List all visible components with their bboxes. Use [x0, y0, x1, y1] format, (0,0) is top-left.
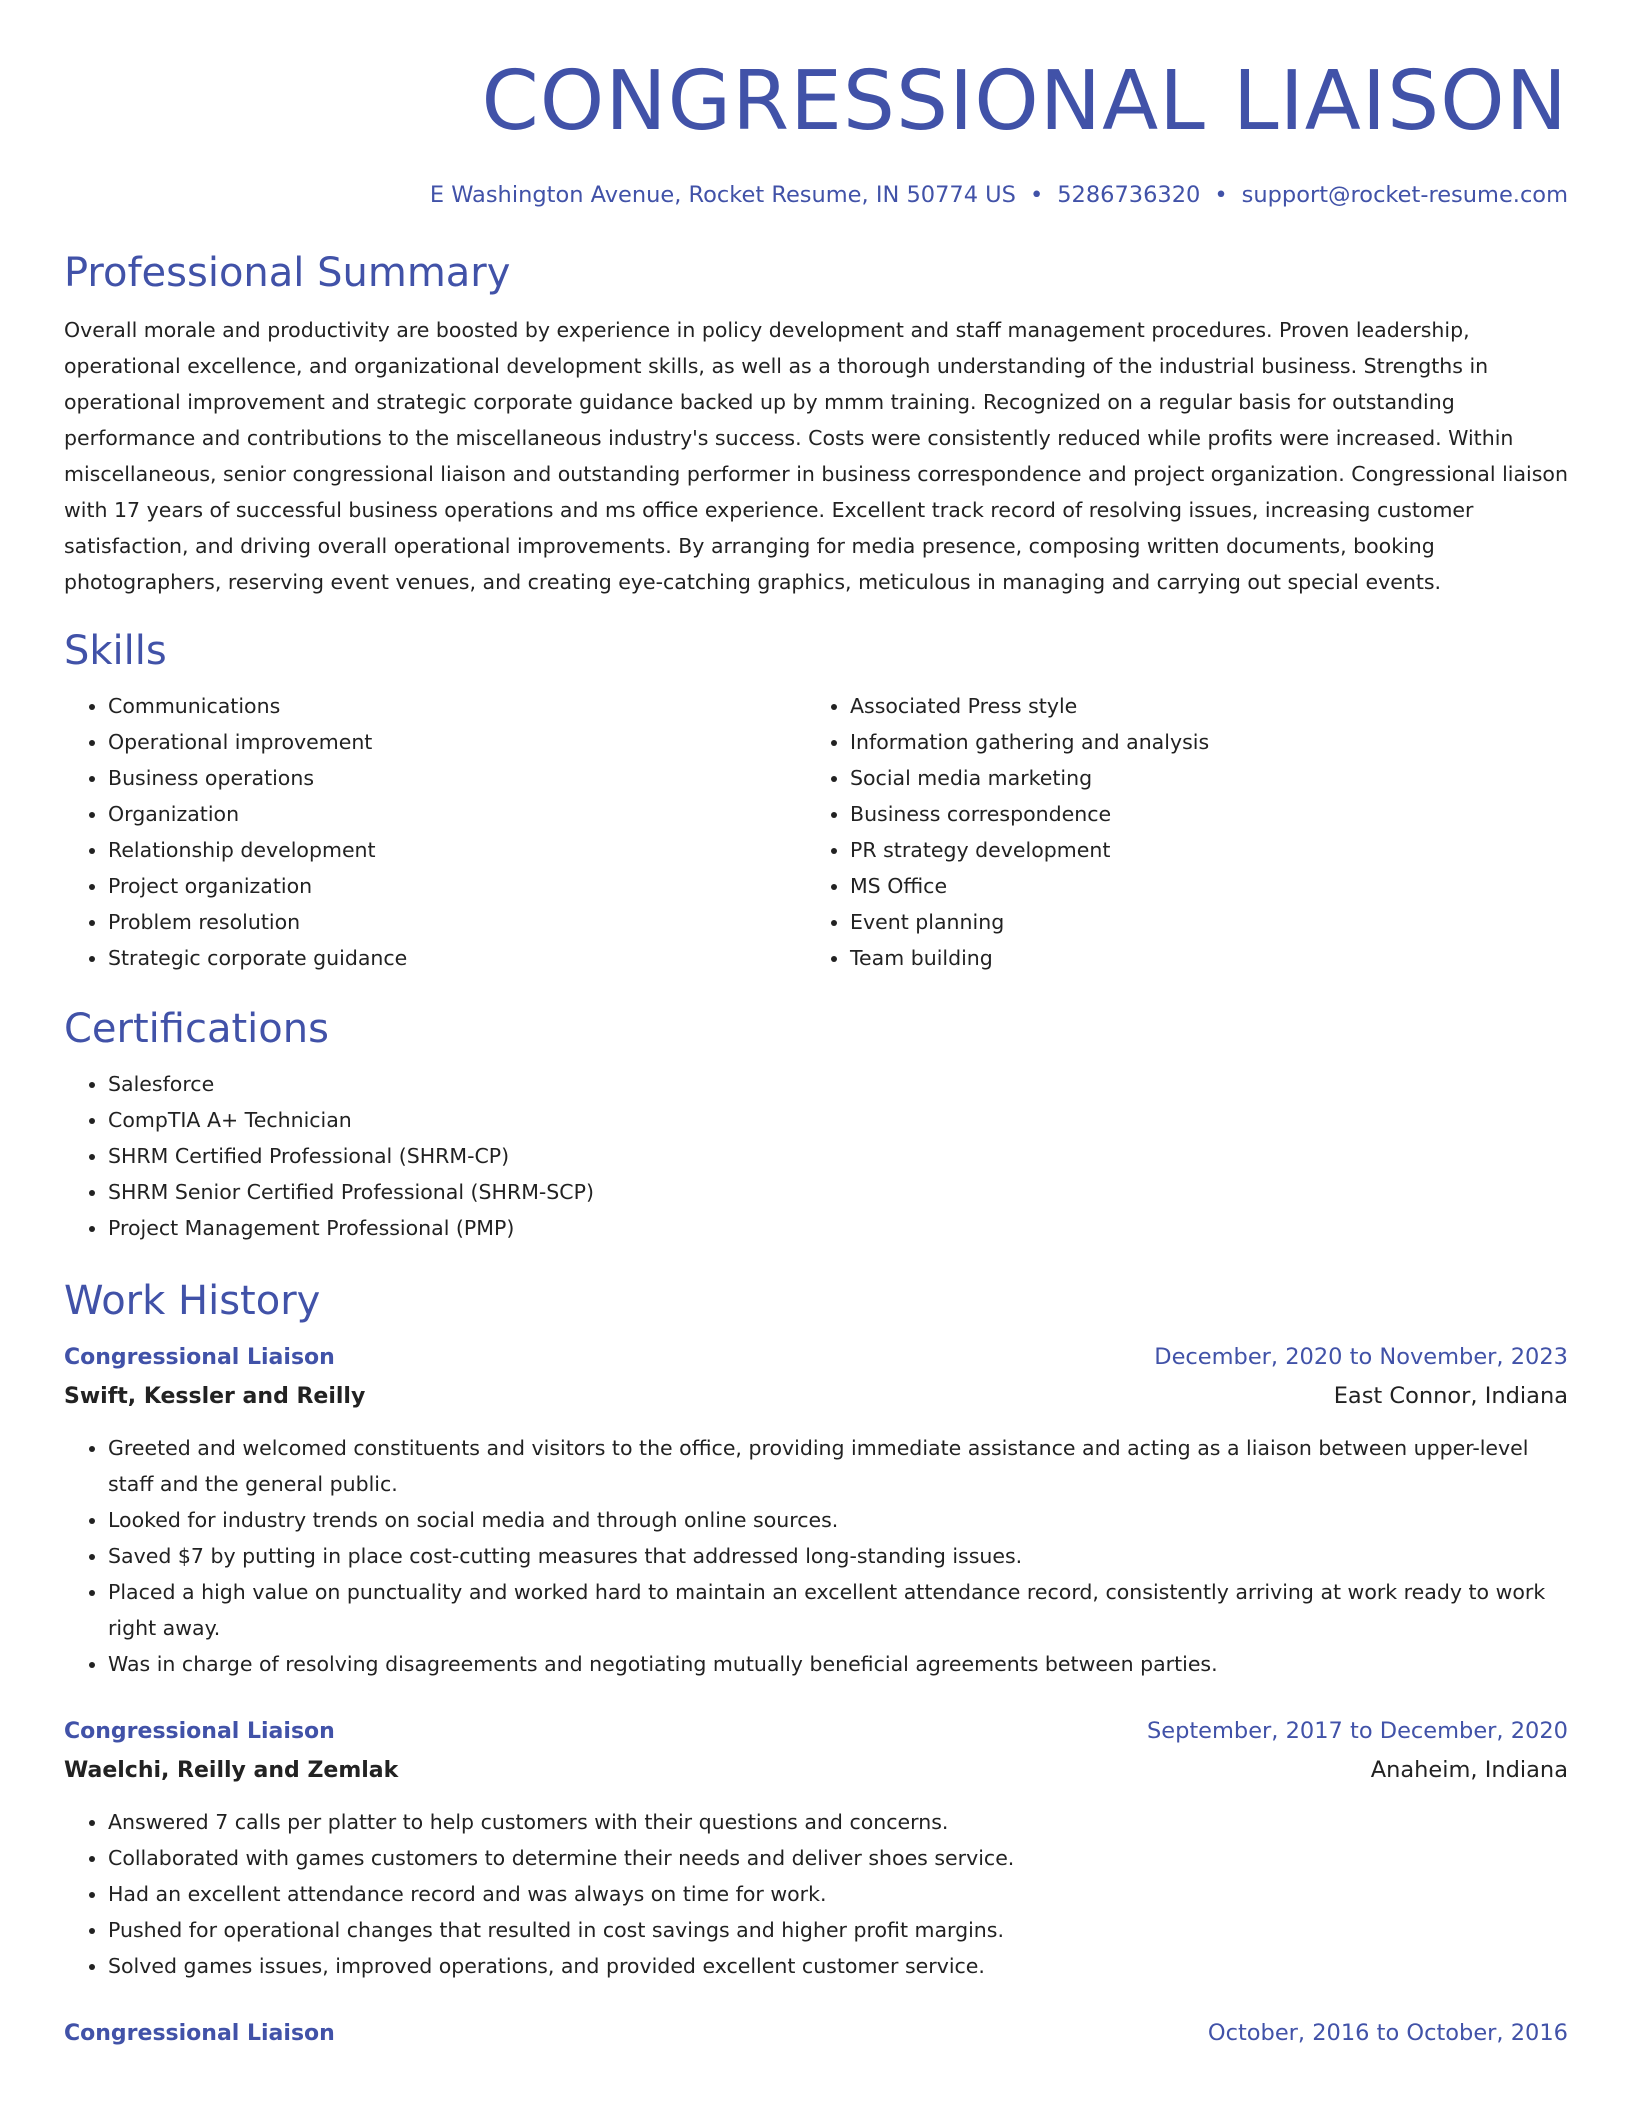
summary-text: Overall morale and productivity are boosted by experience in policy development and staff management procedures. Proven leadership, operational excellence, and organizational development skills, as well as a thorough understanding of the industrial business. Strengths in operational improvement and strategic corporate guidance backed up by mmm training. Recognized on a regular basis for outstanding performance and contributions to the miscellaneous industry's success. Costs were consistently reduced while profits were increased. Within miscellaneous, senior congressional liaison and outstanding performer in business correspondence and project organization. Congressional liaison with 17 years of successful business operations and ms office experience. Excellent track record of resolving issues, increasing customer satisfaction, and driving overall operational improvements. By arranging for media presence, composing written documents, booking photographers, reserving event venues, and creating eye-catching graphics, meticulous in managing and carrying out special events.	[64, 318, 1568, 594]
job-title: Congressional Liaison	[64, 1345, 335, 1370]
resume-name-heading: CONGRESSIONAL LIAISON	[481, 54, 1568, 149]
certification-item: • Project Management Professional (PMP)	[108, 1210, 1568, 1246]
job-company: Swift, Kessler and Reilly	[64, 1384, 366, 1409]
job-title: Congressional Liaison	[64, 1719, 335, 1744]
skill-item: • MS Office	[850, 868, 1548, 904]
skill-item: • Relationship development	[108, 832, 806, 868]
certifications-list	[64, 1066, 1568, 1246]
skills-column-left	[64, 688, 806, 976]
skill-item: • PR strategy development	[850, 832, 1548, 868]
job-bullet: • Saved $7 by putting in place cost-cutting measures that addressed long-standing issues.	[108, 1538, 1568, 1574]
job-header-row	[64, 1338, 1568, 1377]
job-bullet: • Placed a high value on punctuality and worked hard to maintain an excellent attendance record, consistently arriving at work ready to work right away.	[108, 1574, 1568, 1646]
summary-section-title: Professional Summary	[64, 250, 511, 296]
certification-item: • SHRM Certified Professional (SHRM-CP)	[108, 1138, 1568, 1174]
job-company-row	[64, 1377, 1568, 1416]
job-company: Waelchi, Reilly and Zemlak	[64, 1758, 399, 1783]
skill-item: • Project organization	[108, 868, 806, 904]
skill-item: • Information gathering and analysis	[850, 724, 1548, 760]
skill-item: • Business correspondence	[850, 796, 1548, 832]
certification-item: • SHRM Senior Certified Professional (SHRM-SCP)	[108, 1174, 1568, 1210]
contact-email: support@rocket-resume.com	[1241, 182, 1568, 208]
job-bullet: • Looked for industry trends on social media and through online sources.	[108, 1502, 1568, 1538]
skill-item: • Social media marketing	[850, 760, 1548, 796]
skill-item: • Operational improvement	[108, 724, 806, 760]
job-location: East Connor, Indiana	[1333, 1383, 1568, 1409]
skill-item: • Team building	[850, 940, 1548, 976]
skills-column-right	[806, 688, 1548, 976]
resume-page	[64, 0, 1568, 2053]
job-bullet: • Had an excellent attendance record and was always on time for work.	[108, 1876, 1568, 1912]
job-entry	[64, 2014, 1568, 2053]
job-entry	[64, 1338, 1568, 1682]
skills-section-title: Skills	[64, 628, 167, 674]
skill-item: • Strategic corporate guidance	[108, 940, 806, 976]
contact-phone: 5286736320	[1057, 182, 1201, 208]
job-bullet: • Collaborated with games customers to determine their needs and deliver shoes service.	[108, 1840, 1568, 1876]
job-title: Congressional Liaison	[64, 2021, 335, 2046]
job-bullet: • Greeted and welcomed constituents and visitors to the office, providing immediate assistance and acting as a liaison between upper-level staff and the general public.	[108, 1430, 1568, 1502]
job-bullet: • Pushed for operational changes that resulted in cost savings and higher profit margins.	[108, 1912, 1568, 1948]
skill-item: • Problem resolution	[108, 904, 806, 940]
job-header-row	[64, 1712, 1568, 1751]
certification-item: • CompTIA A+ Technician	[108, 1102, 1568, 1138]
contact-separator: •	[1214, 182, 1228, 208]
skills-list-left	[64, 688, 806, 976]
job-bullet: • Answered 7 calls per platter to help customers with their questions and concerns.	[108, 1804, 1568, 1840]
job-bullet: • Solved games issues, improved operations, and provided excellent customer service.	[108, 1948, 1568, 1984]
skill-item: • Business operations	[108, 760, 806, 796]
job-bullet-list	[64, 1430, 1568, 1682]
job-location: Anaheim, Indiana	[1370, 1757, 1568, 1783]
job-company-row	[64, 1751, 1568, 1790]
contact-separator: •	[1029, 182, 1044, 208]
contact-address: E Washington Avenue, Rocket Resume, IN 50774 US	[429, 182, 1016, 208]
skill-item: • Organization	[108, 796, 806, 832]
skill-item: • Associated Press style	[850, 688, 1548, 724]
contact-line	[64, 178, 1568, 212]
skill-item: • Communications	[108, 688, 806, 724]
work-history-section-title: Work History	[64, 1278, 321, 1324]
job-header-row	[64, 2014, 1568, 2053]
job-bullet-list	[64, 1804, 1568, 1984]
job-bullet: • Was in charge of resolving disagreements and negotiating mutually beneficial agreements between parties.	[108, 1646, 1568, 1682]
skills-list-right	[806, 688, 1548, 976]
job-dates: September, 2017 to December, 2020	[1146, 1718, 1568, 1744]
job-dates: December, 2020 to November, 2023	[1154, 1344, 1568, 1370]
certifications-section-title: Certifications	[64, 1006, 329, 1052]
skill-item: • Event planning	[850, 904, 1548, 940]
job-entry	[64, 1712, 1568, 1984]
job-dates: October, 2016 to October, 2016	[1207, 2020, 1568, 2046]
skills-columns	[64, 688, 1568, 976]
certification-item: • Salesforce	[108, 1066, 1568, 1102]
